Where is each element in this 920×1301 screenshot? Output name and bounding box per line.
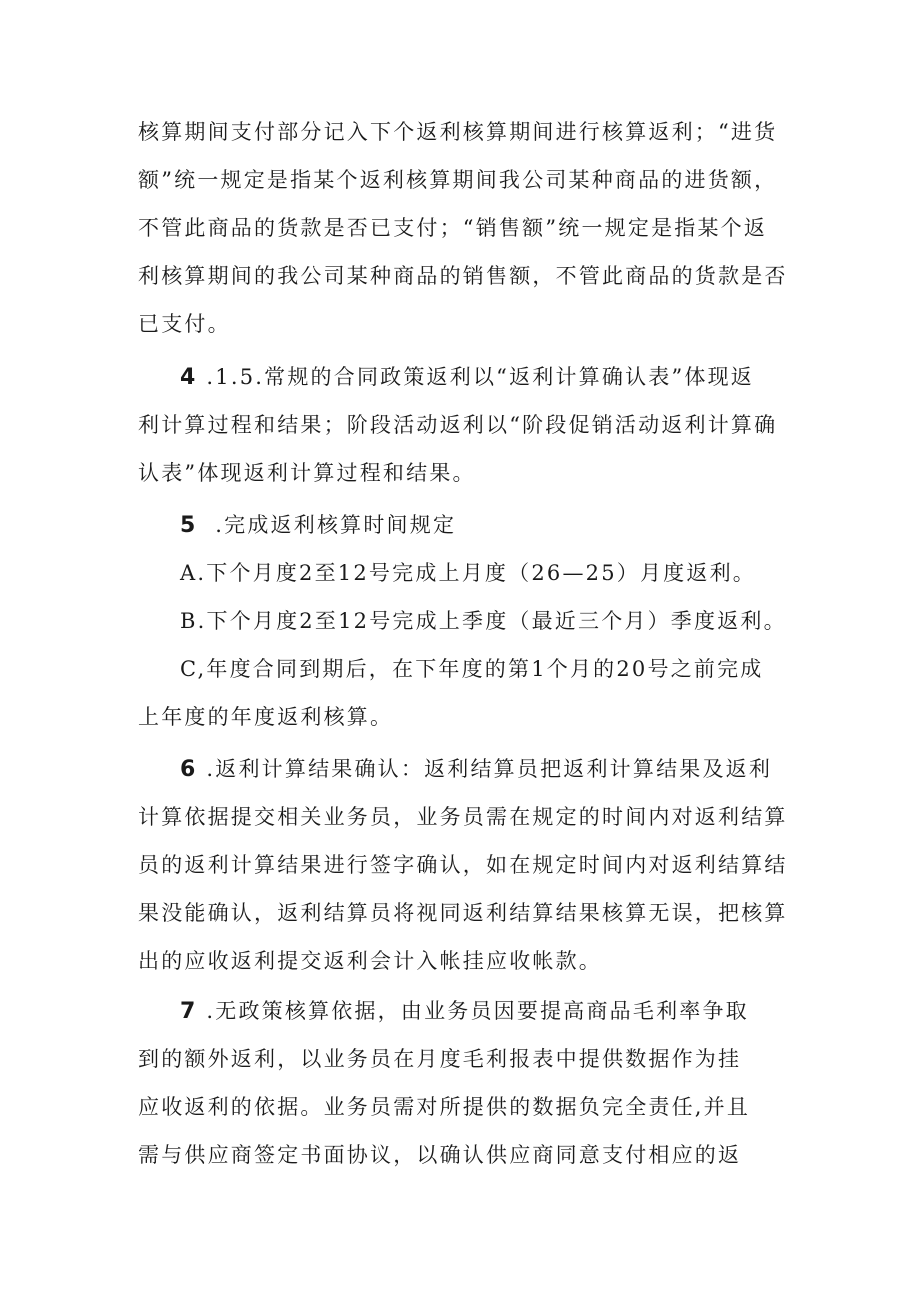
- text-line: .1.5.常规的合同政策返利以“返利计算确认表”体现返: [197, 365, 755, 389]
- item-7-first-line: [180, 996, 840, 1027]
- text-line: 已支付。: [138, 312, 231, 336]
- item-number: 7: [180, 999, 198, 1024]
- text-line: 果没能确认，返利结算员将视同返利结算结果核算无误，把核算: [138, 901, 788, 925]
- item-6-first-line: [180, 754, 840, 785]
- text-line: A.下个月度2至12号完成上月度（26—25）月度返利。: [180, 561, 756, 585]
- text-line: 应收返利的依据。业务员需对所提供的数据负完全责任,并且: [138, 1095, 751, 1119]
- text-line: 计算依据提交相关业务员，业务员需在规定的时间内对返利结算: [138, 805, 788, 829]
- text-line: 利计算过程和结果；阶段活动返利以“阶段促销活动返利计算确: [138, 413, 778, 437]
- item-5-heading: [180, 510, 840, 541]
- text-line: 出的应收返利提交返利会计入帐挂应收帐款。: [138, 949, 602, 973]
- text-line: 上年度的年度返利核算。: [138, 705, 394, 729]
- text-line: 员的返利计算结果进行签字确认，如在规定时间内对返利结算结: [138, 853, 788, 877]
- text-line: 到的额外返利，以业务员在月度毛利报表中提供数据作为挂: [138, 1047, 742, 1071]
- text-line: C,年度合同到期后，在下年度的第1个月的20号之前完成: [180, 657, 764, 681]
- item-number: 5: [180, 513, 198, 538]
- item-number: 6: [180, 757, 198, 782]
- text-line: 认表”体现返利计算过程和结果。: [138, 461, 476, 485]
- text-line: .无政策核算依据，由业务员因要提高商品毛利率争取: [197, 999, 749, 1023]
- text-line: B.下个月度2至12号完成上季度（最近三个月）季度返利。: [180, 609, 787, 633]
- item-number: 4: [180, 365, 198, 390]
- text-line: 额”统一规定是指某个返利核算期间我公司某种商品的进货额，: [138, 168, 778, 192]
- item-4-1-5-first-line: [180, 362, 840, 393]
- text-line: .返利计算结果确认：返利结算员把返利计算结果及返利: [197, 757, 773, 781]
- text-line: 核算期间支付部分记入下个返利核算期间进行核算返利；“进货: [138, 120, 778, 144]
- text-line: .完成返利核算时间规定: [197, 513, 457, 537]
- text-line: 利核算期间的我公司某种商品的销售额，不管此商品的货款是否: [138, 264, 788, 288]
- text-line: 不管此商品的货款是否已支付；“销售额”统一规定是指某个返: [138, 216, 768, 240]
- text-line: 需与供应商签定书面协议，以确认供应商同意支付相应的返: [138, 1143, 742, 1167]
